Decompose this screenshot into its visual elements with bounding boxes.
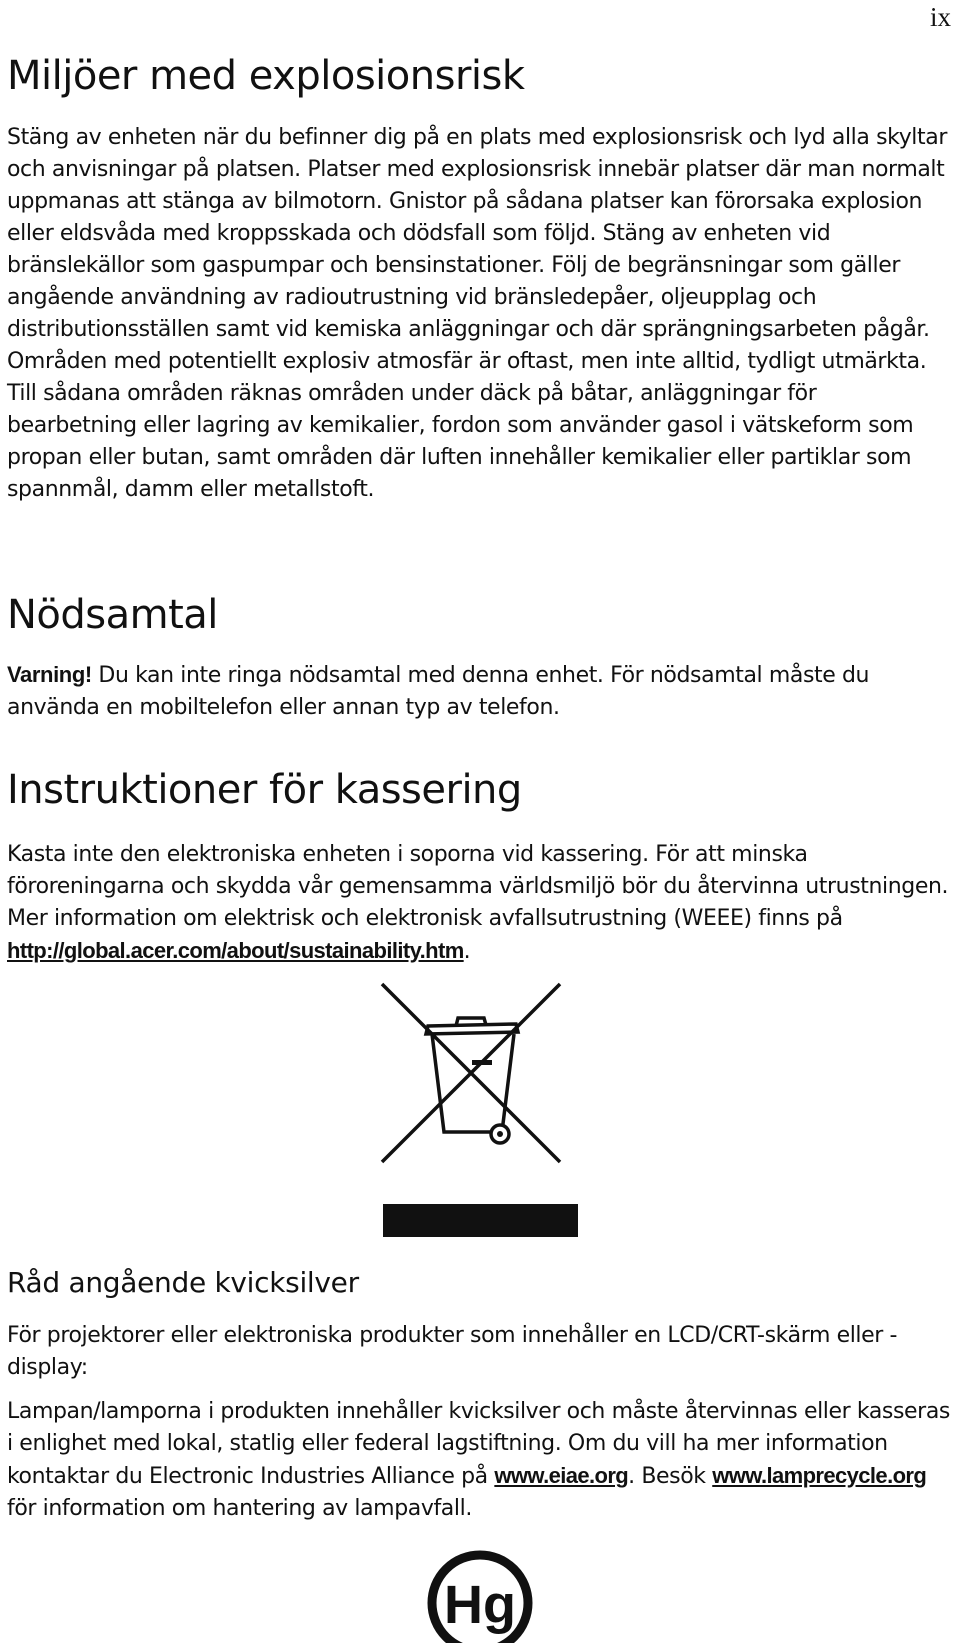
crossed-out-wheelie-bin-icon [380,982,580,1244]
page-number: ix [930,2,952,32]
mercury-body [7,1396,952,1525]
emergency-section-body [7,659,952,724]
eiae-link[interactable]: www.eiae.org [494,1463,629,1488]
mercury-intro: För projektorer eller elektroniska produkter som innehåller en LCD/CRT-skärm eller -display: [7,1323,898,1380]
explosion-section-body: Stäng av enheten när du befinner dig på en plats med explosionsrisk och lyd alla skyltar och anvisningar på platsen. Platser med explosionsrisk innebär platser där man normalt uppmanas att stänga av bilmotorn. Gnistor på sådana platser kan förorsaka explosion eller eldsvåda med kroppsskada och dödsfall som följd. Stäng av enheten vid bränslekällor som gaspumpar och bensinstationer. Följ de begränsningar som gäller angående användning av radioutrustning vid bränsledepåer, oljeupplag och distributionsställen samt vid kemiska anläggningar och där sprängningsarbeten pågår. Områden med potentiellt explosiv atmosfär är oftast, men inte alltid, tydligt utmärkta. Till sådana områden räknas områden under däck på båtar, anläggningar för bearbetning eller lagring av kemikalier, fordon som använder gasol i vätskeform som propan eller butan, samt områden där luften innehåller kemikalier eller partiklar som spannmål, damm eller metallstoft. [7,125,947,502]
disposal-text: Kasta inte den elektroniska enheten i soporna vid kassering. För att minska föroreningarna och skydda vår gemensamma världsmiljö bör du återvinna utrustningen. Mer information om elektrisk och elektronisk avfallsutrustning (WEEE) finns på [7,842,949,931]
mercury-text-3: för information om hantering av lampavfall. [7,1496,472,1521]
hg-symbol-text: Hg [444,1575,516,1635]
lamprecycle-link[interactable]: www.lamprecycle.org [712,1463,927,1488]
disposal-section-body [7,839,952,968]
warning-label: Varning! [7,662,92,687]
mercury-text-1: Lampan/lamporna i produkten innehåller kvicksilver och måste återvinnas eller kasseras i enlighet med lokal, statlig eller federal lagstiftning. Om du vill ha mer information kontaktar du Electronic Industries Alliance på [7,1399,950,1489]
mercury-text-2: . Besök [628,1464,713,1489]
emergency-section-title: Nödsamtal [7,592,218,638]
emergency-text: Du kan inte ringa nödsamtal med denna enhet. För nödsamtal måste du använda en mobiltelefon eller annan typ av telefon. [7,663,870,720]
sustainability-link[interactable]: http://global.acer.com/about/sustainability.htm [7,938,464,963]
disposal-section-title: Instruktioner för kassering [7,767,522,813]
disposal-text-end: . [463,939,471,964]
mercury-hg-icon [425,1548,535,1647]
explosion-section-title: Miljöer med explosionsrisk [7,53,525,99]
mercury-section-title: Råd angående kvicksilver [7,1266,359,1299]
